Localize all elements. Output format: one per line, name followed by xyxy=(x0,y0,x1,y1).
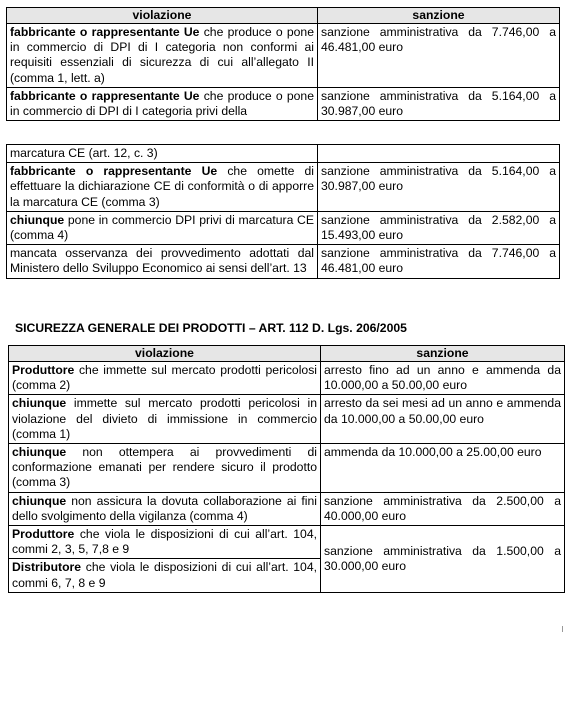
violation-cell xyxy=(9,395,321,444)
dpi-penalties-table-part-2 xyxy=(6,144,560,279)
violation-subject: fabbricante o rappresentante Ue xyxy=(10,164,218,179)
violation-subject: chiunque xyxy=(12,493,67,508)
section-title: SICUREZZA GENERALE DEI PRODOTTI – ART. 112 D. Lgs. 206/2005 xyxy=(15,321,407,335)
penalty-cell: sanzione amministrativa da 7.746,00 a 46.481,00 euro xyxy=(318,245,560,278)
column-header-sanzione: sanzione xyxy=(318,8,560,24)
product-safety-penalties-table xyxy=(8,345,565,593)
page-edge-mark xyxy=(562,626,566,632)
violation-text: mancata osservanza dei provvedimento adottati dal Ministero dello Sviluppo Economico ai sensi dell’art. 13 xyxy=(10,246,314,276)
column-header-violazione: violazione xyxy=(7,8,318,24)
violation-cell xyxy=(9,526,321,559)
violation-subject: chiunque xyxy=(12,396,67,411)
penalty-cell xyxy=(318,145,560,163)
penalty-cell: arresto fino ad un anno e ammenda da 10.000,00 a 50.00,00 euro xyxy=(321,362,565,395)
violation-text: marcatura CE (art. 12, c. 3) xyxy=(10,146,158,160)
table-row xyxy=(9,395,565,444)
table-row xyxy=(7,24,560,88)
violation-text: non ottempera ai provvedimenti di conformazione emanati per rendere sicuro il prodotto (comma 3) xyxy=(12,445,317,490)
penalty-cell: sanzione amministrativa da 7.746,00 a 46.481,00 euro xyxy=(318,24,560,88)
table-row xyxy=(7,163,560,212)
violation-cell xyxy=(7,145,318,163)
violation-subject: chiunque xyxy=(12,445,67,460)
table-row xyxy=(9,492,565,525)
penalty-cell: sanzione amministrativa da 1.500,00 a 30.000,00 euro xyxy=(321,526,565,593)
violation-subject: Produttore xyxy=(12,363,75,377)
dpi-penalties-table-part-1 xyxy=(6,7,560,121)
violation-subject: Produttore xyxy=(12,527,75,542)
penalty-cell: arresto da sei mesi ad un anno e ammenda da 10.000,00 a 50.00,00 euro xyxy=(321,395,565,444)
table-header-row xyxy=(9,346,565,362)
violation-subject: fabbricante o rappresentante Ue xyxy=(10,25,200,39)
violation-cell xyxy=(7,87,318,120)
table-row xyxy=(7,211,560,244)
violation-text: che produce o pone in commercio di DPI di I categoria non conformi ai requisiti essenziali di sicurezza di cui all’allegato II (comma 1, lett. a) xyxy=(10,25,314,85)
penalty-cell: sanzione amministrativa da 5.164,00 a 30.987,00 euro xyxy=(318,163,560,212)
violation-cell xyxy=(9,362,321,395)
violation-cell xyxy=(7,211,318,244)
table-row xyxy=(9,526,565,559)
violation-cell xyxy=(7,163,318,212)
penalty-cell: ammenda da 10.000,00 a 25.00,00 euro xyxy=(321,444,565,493)
table-row xyxy=(9,362,565,395)
violation-text: che produce o pone in commercio di DPI di I categoria privi della xyxy=(10,88,314,119)
violation-text: che omette di effettuare la dichiarazione CE di conformità o di apporre la marcatura CE (comma 3) xyxy=(10,164,314,209)
table-header-row xyxy=(7,8,560,24)
table-row xyxy=(7,87,560,120)
violation-text: che viola le disposizioni di cui all’art. 104, commi 2, 3, 5, 7,8 e 9 xyxy=(12,527,317,557)
violation-text: immette sul mercato prodotti pericolosi in violazione del divieto di immissione in commercio (comma 1) xyxy=(12,396,317,441)
violation-cell xyxy=(9,559,321,592)
violation-text: pone in commercio DPI privi di marcatura CE (comma 4) xyxy=(10,212,314,243)
penalty-cell: sanzione amministrativa da 5.164,00 a 30.987,00 euro xyxy=(318,87,560,120)
violation-cell xyxy=(9,444,321,493)
violation-subject: Distributore xyxy=(12,560,82,575)
violation-text: che viola le disposizioni di cui all’art. 104, commi 6, 7, 8 e 9 xyxy=(12,560,317,590)
table-row xyxy=(9,444,565,493)
violation-cell xyxy=(7,245,318,278)
violation-cell xyxy=(7,24,318,88)
column-header-violazione: violazione xyxy=(9,346,321,362)
column-header-sanzione: sanzione xyxy=(321,346,565,362)
violation-cell xyxy=(9,492,321,525)
penalty-cell: sanzione amministrativa da 2.500,00 a 40.000,00 euro xyxy=(321,492,565,525)
table-row xyxy=(7,145,560,163)
penalty-cell: sanzione amministrativa da 2.582,00 a 15.493,00 euro xyxy=(318,211,560,244)
violation-subject: chiunque xyxy=(10,212,65,227)
violation-subject: fabbricante o rappresentante Ue xyxy=(10,88,200,103)
table-row xyxy=(7,245,560,278)
violation-text: non assicura la dovuta collaborazione ai fini dello svolgimento della vigilanza (comma 4) xyxy=(12,493,317,523)
violation-text: che immette sul mercato prodotti pericolosi (comma 2) xyxy=(12,363,317,393)
